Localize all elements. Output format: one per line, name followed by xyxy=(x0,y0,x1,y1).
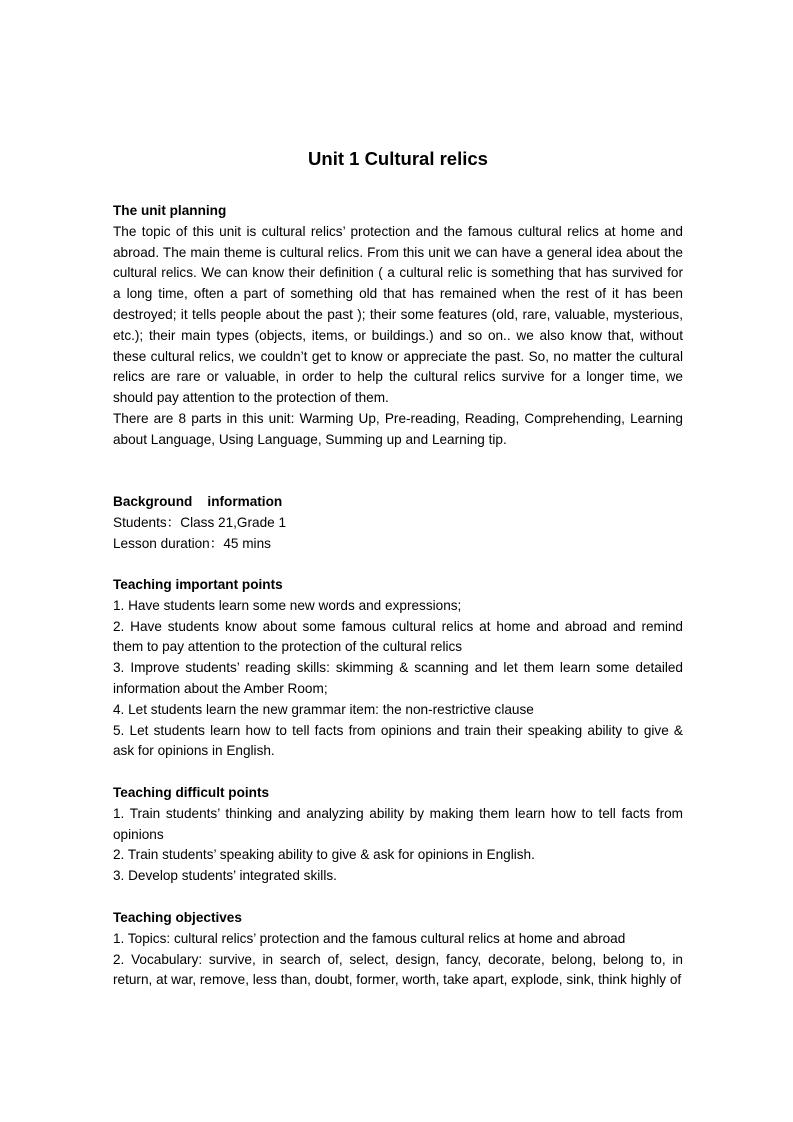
students-line: Students：Class 21,Grade 1 xyxy=(113,514,287,530)
unit-planning-paragraph: The topic of this unit is cultural relics’ protection and the famous cultural relics at home and abroad. The main theme is cultural relics. From this unit we can have a general idea about the cultural relics. We can know their definition ( a cultural relic is something that has survived for a long time, often a part of something old that has remained when the rest of it has been destroyed; it tells people about the past ); their some features (old, rare, valuable, mysterious, etc.); their main types (objects, items, or buildings.) and so on.. we also know that, without these cultural relics, we couldn’t get to know or appreciate the past. So, no matter the cultural relics are rare or valuable, in order to help the cultural relics survive for a longer time, we should pay attention to the protection of them. xyxy=(113,223,683,406)
unit-parts-paragraph: There are 8 parts in this unit: Warming Up, Pre-reading, Reading, Comprehending, Learning about Language, Using Language, Summing up and Learning tip. xyxy=(113,410,683,447)
important-points-heading: Teaching important points xyxy=(113,577,283,592)
list-item: 1. Topics: cultural relics’ protection and the famous cultural relics at home and abroad xyxy=(113,930,626,946)
list-item: 3. Improve students’ reading skills: skimming & scanning and let them learn some detailed information about the Amber Room; xyxy=(113,660,683,696)
difficult-points-section xyxy=(113,783,683,887)
list-item: 2. Train students’ speaking ability to give & ask for opinions in English. xyxy=(113,847,535,863)
unit-planning-section xyxy=(113,201,683,451)
list-item: 4. Let students learn the new grammar item: the non-restrictive clause xyxy=(113,701,534,717)
page-title: Unit 1 Cultural relics xyxy=(308,148,488,169)
background-heading: Background information xyxy=(113,494,283,509)
list-item: 2. Vocabulary: survive, in search of, select, design, fancy, decorate, belong, belong to, in return, at war, remove, less than, doubt, former, worth, take apart, explode, sink, think highly of xyxy=(113,951,683,988)
lesson-duration-line: Lesson duration：45 mins xyxy=(113,535,271,551)
objectives-heading: Teaching objectives xyxy=(113,910,242,925)
list-item: 5. Let students learn how to tell facts from opinions and train their speaking ability to give & ask for opinions in English. xyxy=(113,722,683,759)
list-item: 2. Have students know about some famous cultural relics at home and abroad and remind them to pay attention to the protection of the cultural relics xyxy=(113,618,683,655)
unit-planning-heading: The unit planning xyxy=(113,203,227,218)
list-item: 3. Develop students’ integrated skills. xyxy=(113,868,337,884)
list-item: 1. Train students’ thinking and analyzing ability by making them learn how to tell facts from opinions xyxy=(113,805,683,842)
important-points-section xyxy=(113,575,683,762)
background-section xyxy=(113,492,683,554)
objectives-section xyxy=(113,908,683,991)
list-item: 1. Have students learn some new words and expressions; xyxy=(113,597,462,613)
difficult-points-heading: Teaching difficult points xyxy=(113,785,270,800)
